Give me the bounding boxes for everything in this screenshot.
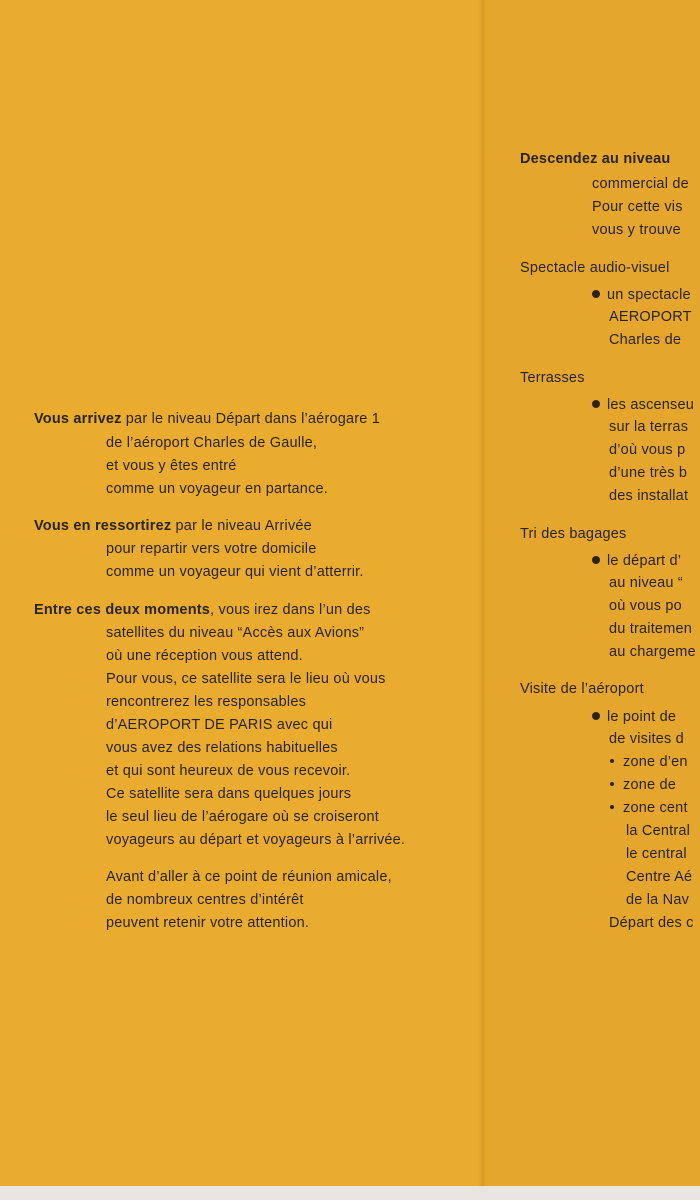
- bagages-line-3: où vous po: [609, 598, 682, 614]
- terrasses-line-5: des installat: [609, 488, 689, 504]
- visite-line-3: la Central: [626, 823, 691, 839]
- bullet-icon: [592, 556, 600, 564]
- visite-sub-bullet-2: zone de: [610, 774, 676, 796]
- visite-line-2: de visites d: [609, 731, 684, 747]
- bullet-icon: [592, 712, 600, 720]
- intro-line-3: Pour cette vis: [592, 199, 683, 215]
- line-text: par le niveau Départ dans l’aérogare 1: [121, 411, 381, 427]
- visite-sub-bullet-1: zone d’en: [610, 751, 688, 773]
- paragraph-before-line-1: Avant d’aller à ce point de réunion amicale,: [106, 869, 392, 885]
- scan-margin: [0, 1186, 700, 1200]
- paragraph-arrival-line-1: [34, 408, 380, 430]
- bagages-line-5: au chargeme: [609, 644, 696, 660]
- paragraph-between-line-9: Ce satellite sera dans quelques jours: [106, 786, 352, 802]
- paragraph-between-line-4: Pour vous, ce satellite sera le lieu où vous: [106, 671, 386, 687]
- paragraph-before-line-3: peuvent retenir votre attention.: [106, 915, 310, 931]
- spectacle-line-3: Charles de: [609, 332, 682, 348]
- paragraph-exit-line-1: [34, 515, 312, 537]
- small-bullet-icon: [610, 805, 614, 809]
- visite-line-1: le point de: [592, 706, 676, 728]
- bold-lead: Vous en ressortirez: [34, 518, 172, 534]
- paragraph-exit-line-2: pour repartir vers votre domicile: [106, 541, 317, 557]
- paragraph-between-line-2: satellites du niveau “Accès aux Avions”: [106, 625, 365, 641]
- intro-line-2: commercial de: [592, 176, 689, 192]
- paragraph-between-line-7: vous avez des relations habituelles: [106, 740, 338, 756]
- small-bullet-icon: [610, 759, 614, 763]
- bagages-line-4: du traitemen: [609, 621, 692, 637]
- small-bullet-icon: [610, 782, 614, 786]
- spectacle-line-1: un spectacle: [592, 284, 691, 306]
- paragraph-between-line-10: le seul lieu de l’aérogare où se croiseront: [106, 809, 379, 825]
- section-heading-visite: Visite de l’aéroport: [520, 681, 644, 697]
- paragraph-arrival-line-2: de l’aéroport Charles de Gaulle,: [106, 435, 318, 451]
- section-heading-spectacle: Spectacle audio-visuel: [520, 260, 670, 276]
- bold-lead: Vous arrivez: [34, 411, 122, 427]
- paragraph-between-line-1: [34, 599, 371, 621]
- bagages-line-1: le départ d’: [592, 550, 681, 572]
- visite-line-4: le central: [626, 846, 687, 862]
- bullet-icon: [592, 400, 600, 408]
- terrasses-line-1: les ascenseu: [592, 394, 694, 416]
- paragraph-between-line-11: voyageurs au départ et voyageurs à l’arrivée.: [106, 832, 406, 848]
- intro-line-1: [520, 148, 670, 170]
- bullet-icon: [592, 290, 600, 298]
- spectacle-line-2: AEROPORT: [609, 309, 692, 325]
- paragraph-between-line-3: où une réception vous attend.: [106, 648, 303, 664]
- bold-lead: Entre ces deux moments: [34, 602, 211, 618]
- terrasses-line-2: sur la terras: [609, 419, 689, 435]
- paragraph-arrival-line-3: et vous y êtes entré: [106, 458, 237, 474]
- terrasses-line-4: d’une très b: [609, 465, 688, 481]
- line-text: , vous irez dans l’un des: [210, 602, 371, 618]
- paragraph-exit-line-3: comme un voyageur qui vient d’atterrir.: [106, 564, 364, 580]
- paragraph-before-line-2: de nombreux centres d’intérêt: [106, 892, 304, 908]
- right-text-column: [482, 0, 700, 1186]
- terrasses-line-3: d’où vous p: [609, 442, 686, 458]
- visite-sub-bullet-3: zone cent: [610, 797, 688, 819]
- line-text: par le niveau Arrivée: [171, 518, 312, 534]
- visite-line-5: Centre Aé: [626, 869, 693, 885]
- visite-line-7: Départ des c: [609, 915, 694, 931]
- intro-line-4: vous y trouve: [592, 222, 681, 238]
- visite-line-6: de la Nav: [626, 892, 690, 908]
- bagages-line-2: au niveau “: [609, 575, 683, 591]
- paragraph-arrival-line-4: comme un voyageur en partance.: [106, 481, 329, 497]
- bold-lead: Descendez au niveau: [520, 151, 671, 167]
- paragraph-between-line-8: et qui sont heureux de vous recevoir.: [106, 763, 351, 779]
- section-heading-bagages: Tri des bagages: [520, 526, 627, 542]
- section-heading-terrasses: Terrasses: [520, 370, 585, 386]
- paragraph-between-line-5: rencontrerez les responsables: [106, 694, 307, 710]
- paragraph-between-line-6: d’AEROPORT DE PARIS avec qui: [106, 717, 333, 733]
